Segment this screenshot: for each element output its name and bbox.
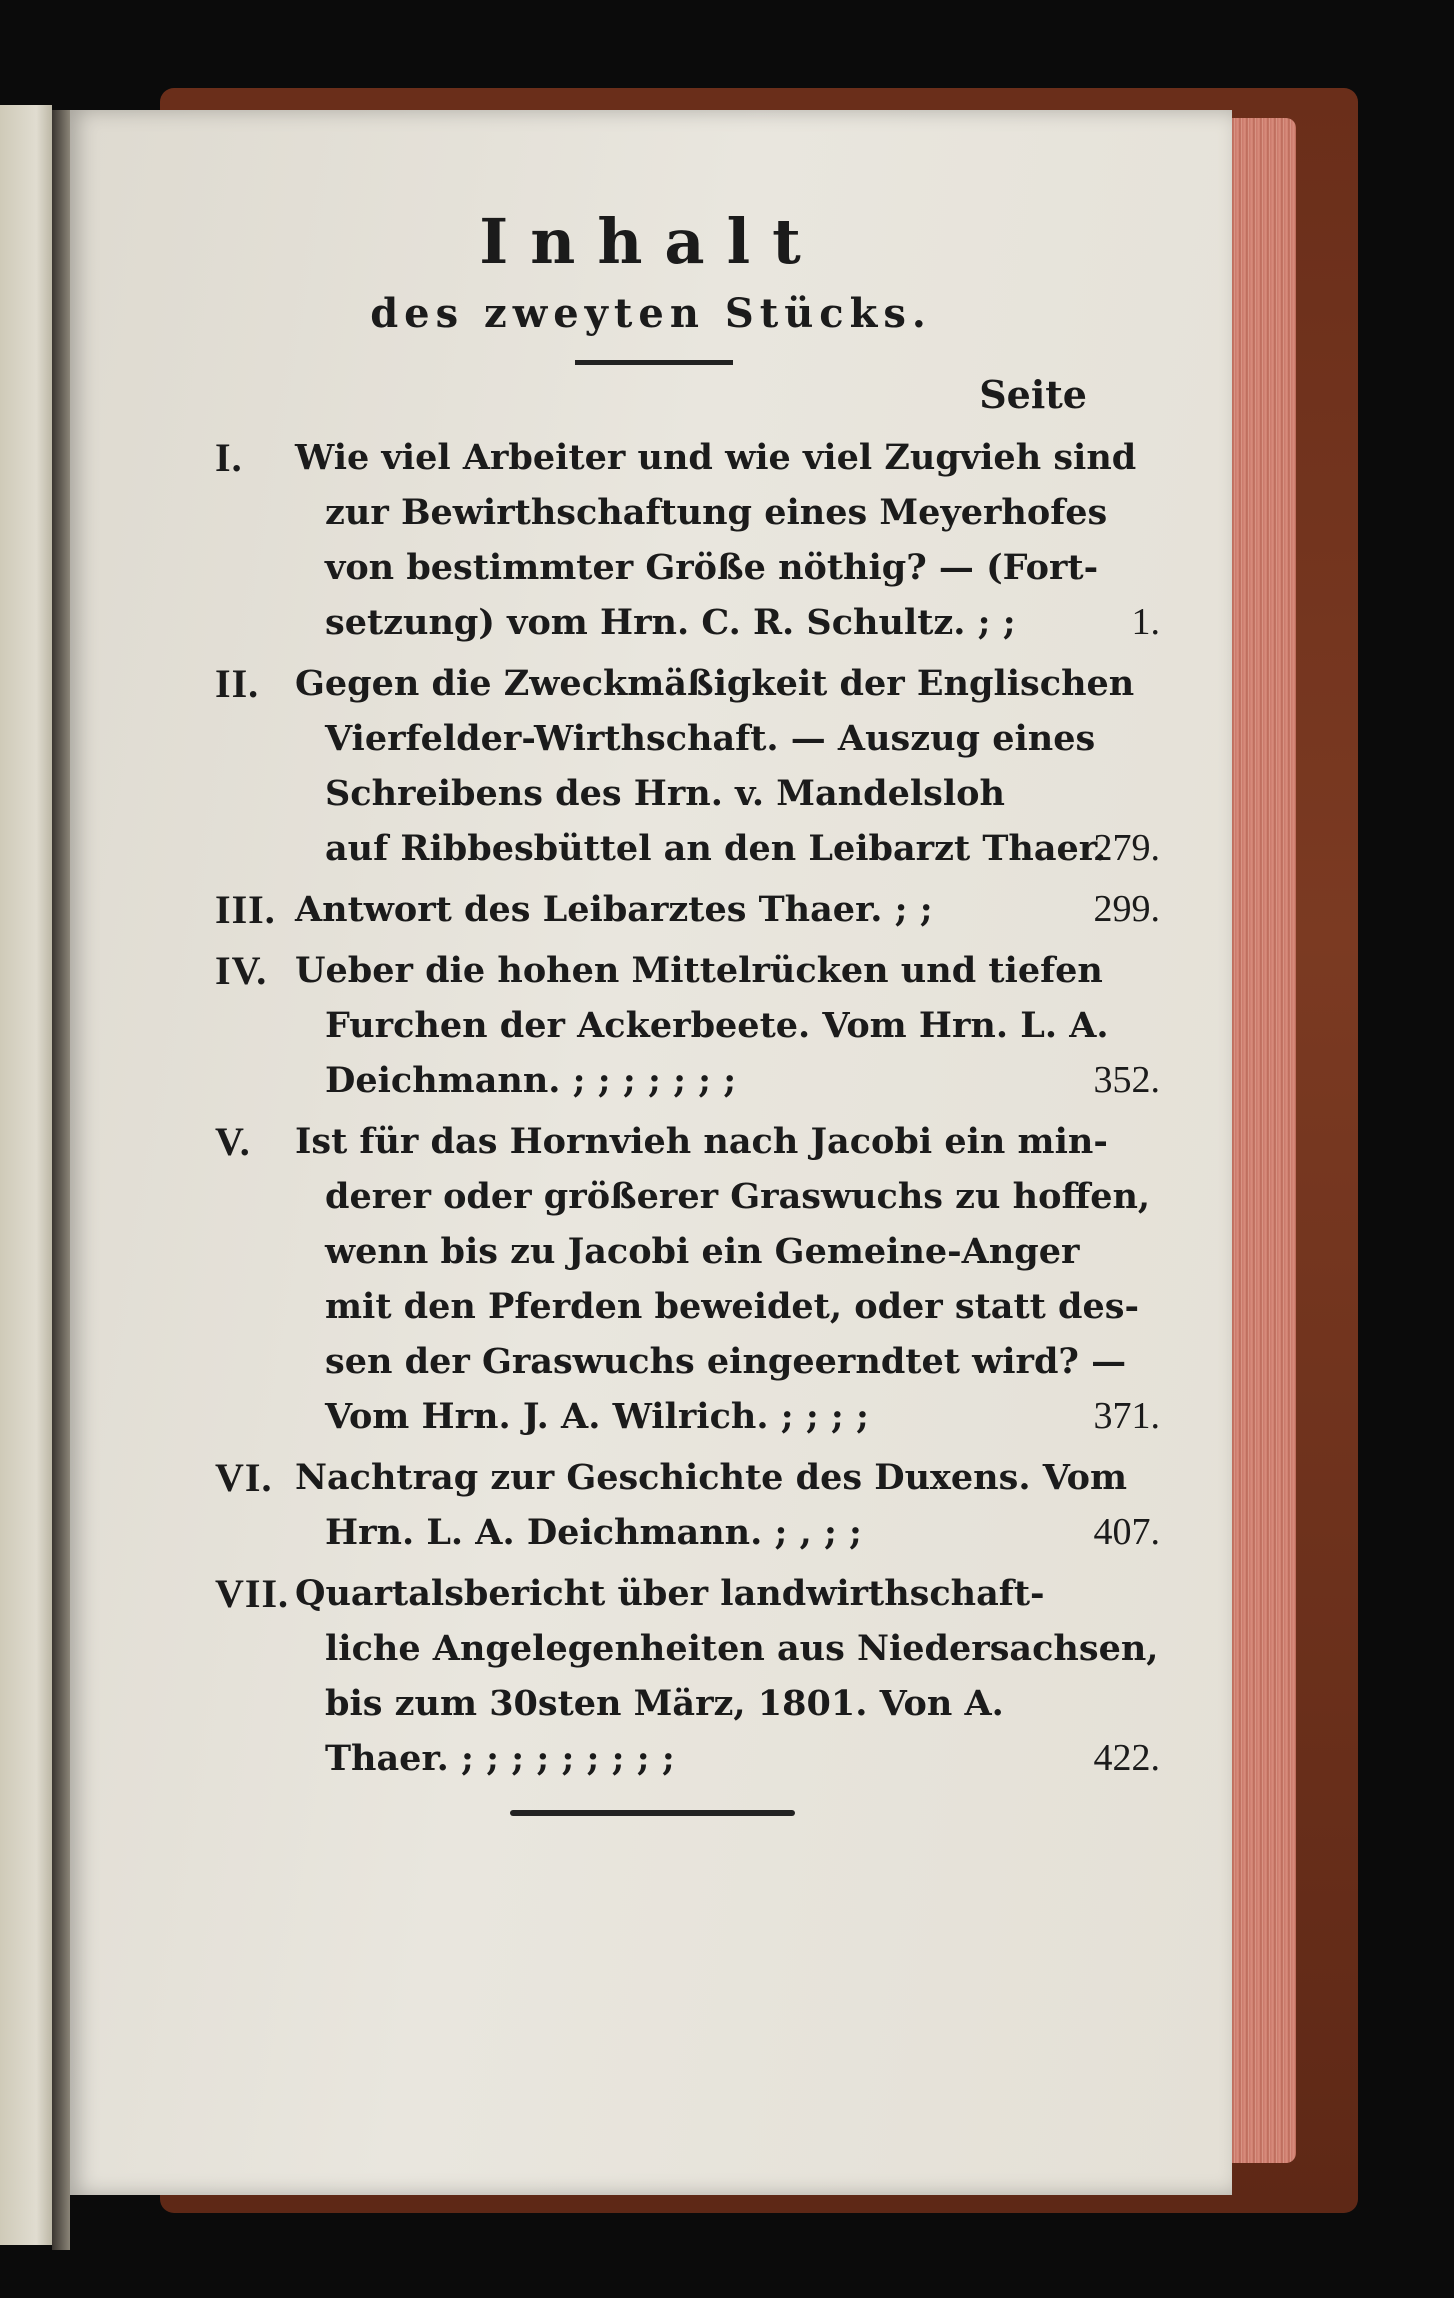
toc-entry-4 xyxy=(215,943,1160,1108)
page-title: Inhalt xyxy=(479,205,823,278)
entry-line: liche Angelegenheiten aus Niedersachsen, xyxy=(325,1628,1159,1669)
entry-line: Schreibens des Hrn. v. Mandelsloh xyxy=(325,773,1005,814)
closing-rule xyxy=(510,1810,795,1816)
entry-line: Vierfelder-Wirthschaft. — Auszug eines xyxy=(325,718,1096,759)
toc-entry-6 xyxy=(215,1450,1160,1560)
entry-number: II. xyxy=(215,661,260,706)
entry-line: Hrn. L. A. Deichmann. ; , ; ; xyxy=(325,1512,862,1553)
entry-line: Vom Hrn. J. A. Wilrich. ; ; ; ; xyxy=(325,1396,869,1437)
entry-line: Antwort des Leibarztes Thaer. ; ; xyxy=(295,889,933,930)
toc-entry-5 xyxy=(215,1114,1160,1444)
entry-line: von bestimmter Größe nöthig? — (Fort- xyxy=(325,547,1099,588)
entry-page-number: 279. xyxy=(1093,827,1160,869)
entry-line: Ueber die hohen Mittelrücken und tiefen xyxy=(295,950,1103,991)
page-content xyxy=(70,110,1232,2195)
entry-line: Ist für das Hornvieh nach Jacobi ein min- xyxy=(295,1121,1108,1162)
toc-entry-7 xyxy=(215,1566,1160,1786)
toc-entry-3 xyxy=(215,882,1160,937)
title-rule xyxy=(575,360,733,365)
entry-page-number: 299. xyxy=(1093,888,1160,930)
entry-number: III. xyxy=(215,887,276,932)
entry-line: Furchen der Ackerbeete. Vom Hrn. L. A. xyxy=(325,1005,1109,1046)
entry-line: Quartalsbericht über landwirthschaft- xyxy=(295,1573,1045,1614)
entry-text xyxy=(295,1566,1158,1786)
entry-line: sen der Graswuchs eingeerndtet wird? — xyxy=(325,1341,1127,1382)
page-column-label: Seite xyxy=(979,372,1087,417)
entry-line: wenn bis zu Jacobi ein Gemeine-Anger xyxy=(325,1231,1080,1272)
entry-line: zur Bewirthschaftung eines Meyerhofes xyxy=(325,492,1108,533)
entry-line: auf Ribbesbüttel an den Leibarzt Thaer. xyxy=(325,828,1107,869)
left-page-edge xyxy=(0,105,52,2245)
book-gutter xyxy=(52,110,70,2250)
entry-line: Gegen die Zweckmäßigkeit der Englischen xyxy=(295,663,1135,704)
entry-line: Deichmann. ; ; ; ; ; ; ; xyxy=(325,1060,737,1101)
entry-number: VI. xyxy=(215,1455,273,1500)
page-edges xyxy=(1228,118,1296,2163)
entry-line: setzung) vom Hrn. C. R. Schultz. ; ; xyxy=(325,602,1016,643)
entry-line: Thaer. ; ; ; ; ; ; ; ; ; xyxy=(325,1738,675,1779)
entry-line: Wie viel Arbeiter und wie viel Zugvieh sind xyxy=(295,437,1137,478)
entry-line: bis zum 30sten März, 1801. Von A. xyxy=(325,1683,1004,1724)
entry-line: Nachtrag zur Geschichte des Duxens. Vom xyxy=(295,1457,1128,1498)
page-subtitle: des zweyten Stücks. xyxy=(370,290,932,337)
entry-text xyxy=(295,430,1150,650)
entry-page-number: 371. xyxy=(1093,1395,1160,1437)
entry-page-number: 352. xyxy=(1093,1059,1160,1101)
entry-page-number: 1. xyxy=(1131,601,1160,643)
entry-text xyxy=(295,1450,1150,1560)
entry-line: mit den Pferden beweidet, oder statt des- xyxy=(325,1286,1139,1327)
entry-number: I. xyxy=(215,435,243,480)
toc-entry-2 xyxy=(215,656,1160,876)
entry-page-number: 407. xyxy=(1093,1511,1160,1553)
book-page xyxy=(70,110,1232,2195)
toc-entry-1 xyxy=(215,430,1160,650)
entry-number: V. xyxy=(215,1119,251,1164)
entry-page-number: 422. xyxy=(1093,1737,1160,1779)
table-of-contents xyxy=(215,430,1160,1792)
entry-number: IV. xyxy=(215,948,268,993)
entry-text xyxy=(295,943,1150,1108)
entry-text xyxy=(295,656,1150,876)
entry-number: VII. xyxy=(215,1571,290,1616)
entry-line: derer oder größerer Graswuchs zu hoffen, xyxy=(325,1176,1151,1217)
entry-text xyxy=(295,882,1150,937)
entry-text xyxy=(295,1114,1150,1444)
